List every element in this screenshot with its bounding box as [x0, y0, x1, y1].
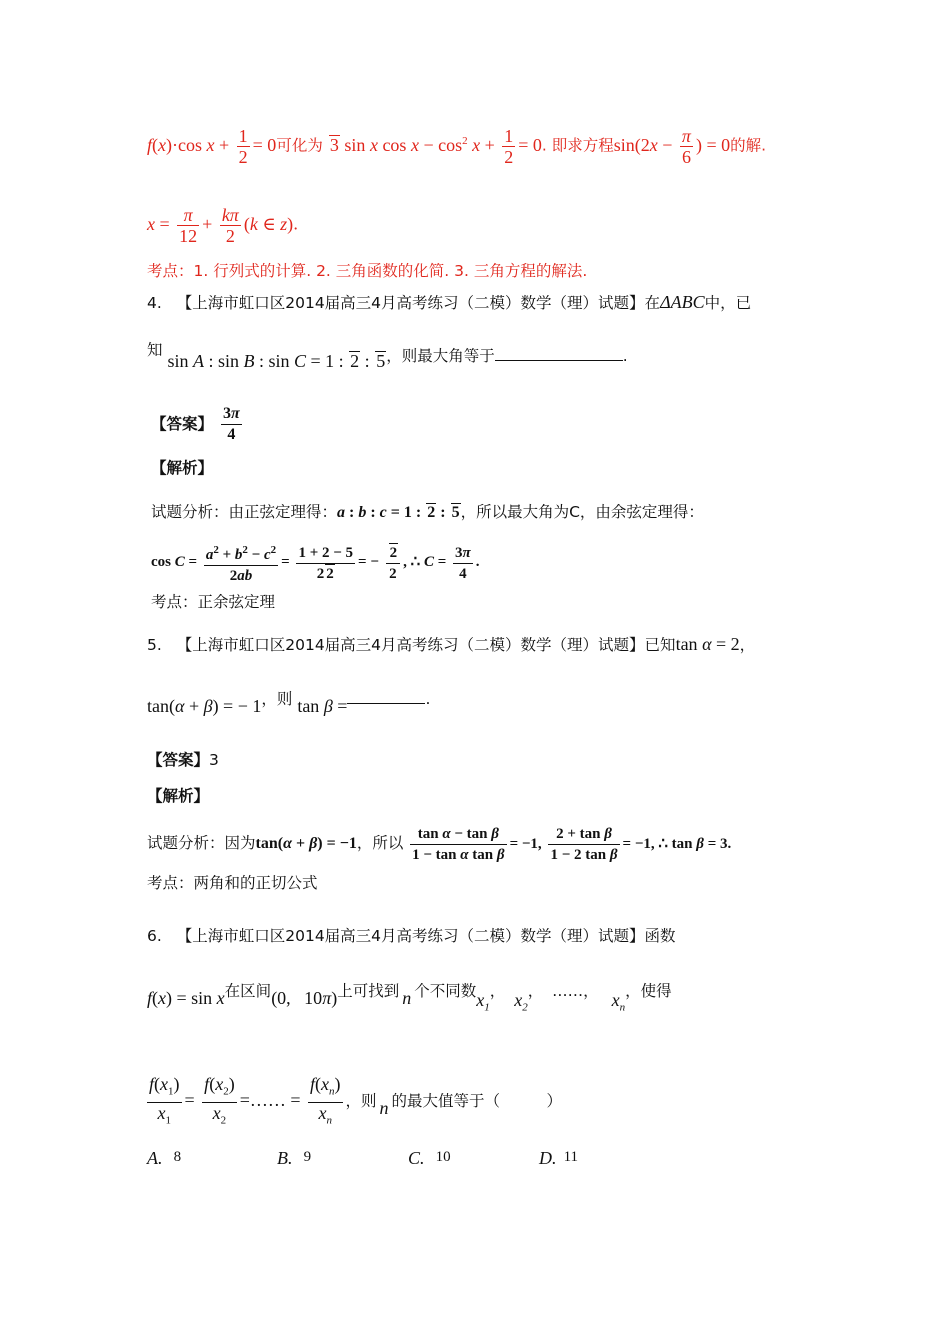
q3-solution: x = $\frac{\pi}{12}$ + $\frac{k\pi}{2}$ (k ∈ z) [147, 205, 294, 246]
q6-cond: $\frac{f(x_1)}{x_1}$ = $\frac{f(x_2)}{x_2}$ =…… = $\frac{f(x_n)}{x_n}$ [149, 1074, 341, 1127]
q6-x1: $x_1$ [476, 990, 490, 1014]
q5-end: . [425, 690, 431, 708]
q5-answer-row [147, 750, 219, 770]
q6-text-g: 的最大值等于（ ） [391, 1092, 563, 1111]
q6-func: f(x) = sin x [147, 988, 225, 1008]
q4-line1 [147, 292, 751, 313]
q4-answer-value: $\frac{3\pi}{4}$ [222, 405, 240, 443]
q6-line2: f(x) = sin x在区间(0, 10π)上可找到 n 个不同数$x_1$， $x_2$， ……， $x_n$，使得 [147, 982, 672, 1014]
q5-line2 [147, 688, 431, 716]
q6-n: n [402, 988, 412, 1008]
option-value: 8 [173, 1149, 182, 1165]
q6-n2: n [379, 1098, 389, 1119]
q4-text-a: 在 [644, 294, 661, 312]
q4-analysis-text-c: ，所以最大角为 [460, 503, 570, 521]
option-label: C. [408, 1148, 425, 1168]
q4-ratio: sin A : sin B : sin C = 1 : 2 : 5 [167, 351, 386, 371]
q6-text-d: 个不同数 [414, 982, 477, 1000]
q4-analysis-text-e: ，由余弦定理得： [579, 503, 704, 521]
option-value: 9 [303, 1149, 312, 1165]
q6-x2: $x_2$ [514, 990, 528, 1014]
option-value: 11 [563, 1149, 579, 1165]
q4-analysis-ratio: a : b : c = 1 : 2 : 5 [337, 504, 460, 521]
q5-analysis-given: tan(α + β) = −1 [255, 834, 357, 852]
q4-text-d: ，则最大角等于 [386, 347, 495, 365]
q5-analysis-derivation: $\frac{\text{tan α − tan β}}{\text{1 − tan α tan β}}$ = −1, $\frac{\text{2 + tan β}}{\text{1 − 2 tan β}}$ = −1, ∴ tan β = 3. [412, 826, 732, 863]
q6-text-f: ，则 [345, 1092, 377, 1111]
q6-interval: (0, 10π) [271, 988, 338, 1008]
q5-text-a: 已知 [644, 636, 676, 654]
q5-given2: tan(α + β) = − 1 [147, 696, 262, 716]
q4-line2 [147, 341, 628, 371]
q6-option-c[interactable] [408, 1148, 451, 1170]
q4-answer-row [151, 404, 245, 445]
q5-analysis-line1 [147, 824, 731, 865]
q5-analysis-text-a: 试题分析：因为 [147, 833, 256, 852]
q4-kaodian: 考点：正余弦定理 [151, 593, 276, 611]
q5-text-b: ， [739, 636, 756, 654]
q4-analysis-line2: cos C = $\frac{a^2 + b^2 - c^2}{2ab}$ = $\frac{1 + 2 - 5}{2 2}$ = − $\frac{2}{2}$ , ∴ C = $\frac{3\pi}{4}$ . [151, 540, 479, 586]
q4-answer-blank [495, 346, 623, 361]
q6-option-d[interactable] [539, 1148, 578, 1170]
q5-answer-label: 【答案】 [147, 751, 210, 769]
q6-line1 [147, 926, 676, 946]
q4-end: . [622, 347, 628, 365]
q5-analysis-text-c: ，所以 [356, 833, 404, 852]
q5-source: 【上海市虹口区2014届高三4月高考练习（二模）数学（理）试题】 [176, 636, 645, 654]
q5-ask: tan β = [297, 696, 348, 716]
q4-source: 【上海市虹口区2014届高三4月高考练习（二模）数学（理）试题】 [176, 294, 645, 312]
q5-number: 5. [147, 636, 162, 654]
q6-option-a[interactable] [147, 1148, 181, 1170]
q3-line2 [147, 205, 298, 246]
q5-text-c: ，则 [261, 690, 293, 708]
q6-text-c: 上可找到 [337, 982, 400, 1000]
q6-option-b[interactable] [277, 1148, 311, 1170]
q3-kaodian: 考点：1. 行列式的计算. 2. 三角函数的化简. 3. 三角方程的解法. [147, 262, 588, 280]
q5-answer-blank [347, 689, 425, 704]
q5-analysis-label: 【解析】 [147, 787, 210, 805]
option-label: B. [277, 1148, 293, 1168]
q3-text2: . 即求方程 [541, 136, 614, 155]
q4-number: 4. [147, 294, 162, 312]
q3-line1 [147, 126, 766, 167]
q6-number: 6. [147, 927, 162, 945]
q6-text-a: 函数 [644, 927, 676, 945]
q5-kaodian: 考点：两角和的正切公式 [147, 874, 318, 892]
q4-text-b: 中，已 [704, 294, 752, 312]
option-label: D. [539, 1148, 557, 1168]
q6-ellipsis: …… [552, 982, 584, 1000]
q3-expr: 3 sin x $\cos x - \cos^2 x$ + $\frac{1}{2}$ = 0 [329, 126, 542, 167]
q3-text1: 可化为 [276, 136, 323, 155]
option-label: A. [147, 1148, 163, 1168]
option-value: 10 [435, 1149, 451, 1165]
q6-source: 【上海市虹口区2014届高三4月高考练习（二模）数学（理）试题】 [176, 927, 645, 945]
q4-triangle: ΔABC [660, 292, 705, 312]
q3-cond: f(x)·cos x + $\frac{1}{2}$ = 0 [147, 126, 277, 167]
q5-line1 [147, 634, 755, 655]
q4-analysis-text-d: C [569, 503, 580, 521]
q4-analysis-line1 [151, 502, 704, 523]
q6-xn: $x_n$ [611, 990, 626, 1014]
q5-answer-value: 3 [209, 751, 219, 769]
q3-line2-end: . [293, 214, 299, 234]
q4-analysis-text-a: 试题分析：由正弦定理得： [151, 503, 338, 521]
q3-text3: 的解. [730, 136, 767, 155]
q4-text-c: 知 [147, 341, 163, 359]
q5-given1: tan α = 2 [675, 634, 740, 654]
q3-eq: sin(2x − $\frac{\pi}{6}$ ) = 0 [613, 126, 731, 167]
q6-line3 [147, 1074, 562, 1130]
q6-text-b: 在区间 [224, 982, 272, 1000]
q6-text-e: ，使得 [625, 982, 672, 1000]
q4-answer-label: 【答案】 [151, 415, 214, 433]
q4-analysis-label: 【解析】 [151, 459, 214, 477]
